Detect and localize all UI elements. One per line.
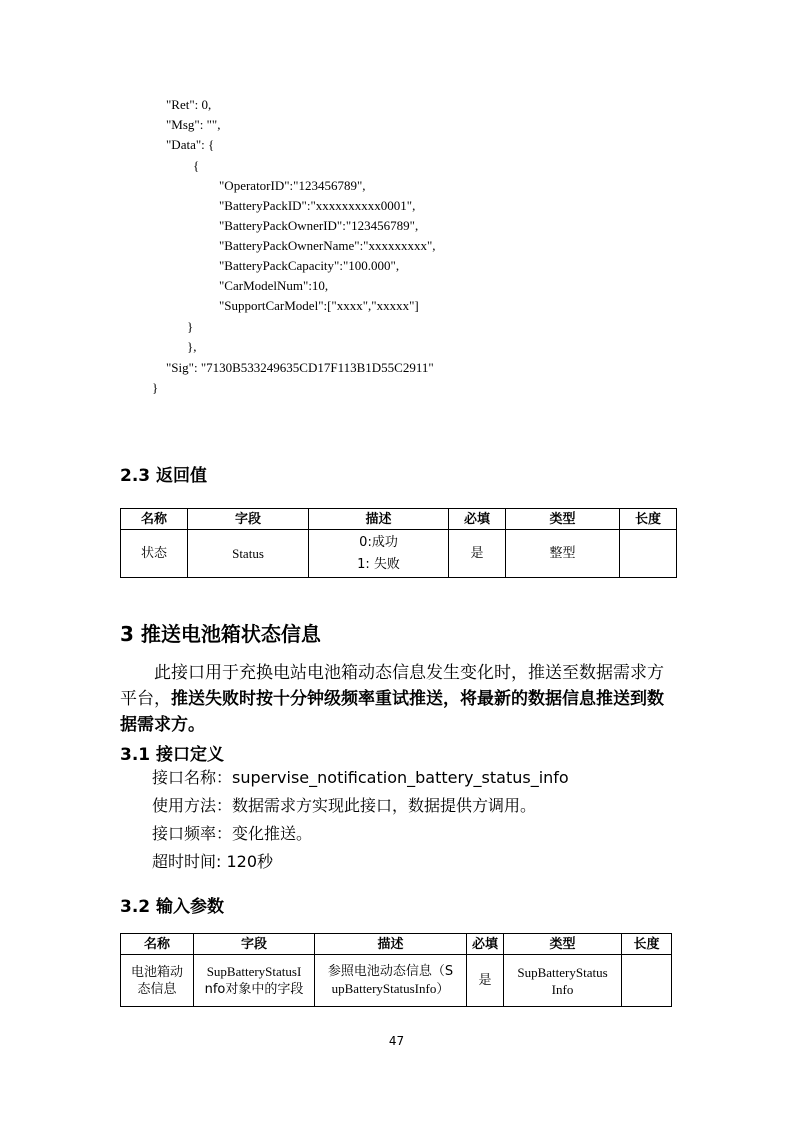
desc-line: upBatteryStatusInfo） <box>331 981 450 996</box>
field-line: nfo对象中的字段 <box>204 982 304 997</box>
code-line: "Ret": 0, <box>166 97 212 112</box>
name-line: 电池箱动 <box>130 964 183 980</box>
code-line: "BatteryPackCapacity":"100.000", <box>219 258 400 273</box>
field-line: SupBatteryStatusI <box>206 964 302 979</box>
cell-required: 是 <box>449 530 506 578</box>
code-line: } <box>187 319 194 334</box>
cell-name: 状态 <box>121 530 188 578</box>
type-line: Info <box>551 981 574 997</box>
timeout-line: 超时时间: 120秒 <box>152 852 274 871</box>
section-heading-3-2: 3.2 输入参数 <box>120 897 225 917</box>
code-line: "Msg": "", <box>166 117 221 132</box>
section-3-paragraph <box>120 660 675 738</box>
cell-length <box>620 530 677 578</box>
paragraph-bold-text: 推送失败时按十分钟级频率重试推送，将最新的数据信息推送到数据需求方。 <box>120 689 664 735</box>
col-header-desc: 描述 <box>309 509 449 530</box>
col-header-name: 名称 <box>121 934 194 955</box>
code-line: } <box>152 380 159 395</box>
col-header-type: 类型 <box>506 509 620 530</box>
section-heading-3-1: 3.1 接口定义 <box>120 745 225 765</box>
usage-line: 使用方法：数据需求方实现此接口，数据提供方调用。 <box>152 796 537 815</box>
frequency-line: 接口频率：变化推送。 <box>152 824 313 843</box>
code-line: }, <box>187 339 197 354</box>
code-line: "BatteryPackOwnerName":"xxxxxxxxx", <box>219 238 436 253</box>
paragraph-text: 此接口用于充换电站电池箱动态信息发生变化时，推送至数据需求方平台， <box>120 663 664 709</box>
code-line: "Sig": "7130B533249635CD17F113B1D55C2911" <box>166 360 434 375</box>
code-line: "OperatorID":"123456789", <box>219 178 366 193</box>
cell-field: Status <box>188 530 309 578</box>
col-header-field: 字段 <box>194 934 315 955</box>
desc-line: 参照电池动态信息（S <box>327 964 454 979</box>
table-row <box>121 530 677 578</box>
code-line: "BatteryPackID":"xxxxxxxxxx0001", <box>219 198 416 213</box>
input-params-table <box>120 933 672 1007</box>
cell-length <box>622 955 672 1007</box>
code-line: "CarModelNum":10, <box>219 278 329 293</box>
table-row <box>121 955 672 1007</box>
col-header-required: 必填 <box>449 509 506 530</box>
cell-required: 是 <box>467 955 504 1007</box>
cell-desc <box>315 955 467 1007</box>
page-number: 47 <box>388 1034 405 1048</box>
col-header-required: 必填 <box>467 934 504 955</box>
name-line: 态信息 <box>137 981 177 997</box>
cell-type <box>504 955 622 1007</box>
code-line: "Data": { <box>166 137 215 152</box>
col-header-length: 长度 <box>620 509 677 530</box>
col-header-desc: 描述 <box>315 934 467 955</box>
section-heading-2-3: 2.3 返回值 <box>120 466 208 486</box>
col-header-field: 字段 <box>188 509 309 530</box>
table-header-row <box>121 934 672 955</box>
col-header-type: 类型 <box>504 934 622 955</box>
cell-field <box>194 955 315 1007</box>
section-heading-3: 3 推送电池箱状态信息 <box>120 622 321 646</box>
type-line: SupBatteryStatus <box>517 964 608 980</box>
col-header-name: 名称 <box>121 509 188 530</box>
col-header-length: 长度 <box>622 934 672 955</box>
table-header-row <box>121 509 677 530</box>
cell-desc <box>309 530 449 578</box>
desc-line: 0:成功 <box>359 534 398 550</box>
cell-type: 整型 <box>506 530 620 578</box>
code-line: { <box>193 158 200 173</box>
code-line: "SupportCarModel":["xxxx","xxxxx"] <box>219 298 419 313</box>
desc-line: 1: 失败 <box>357 556 400 572</box>
code-line: "BatteryPackOwnerID":"123456789", <box>219 218 419 233</box>
cell-name <box>121 955 194 1007</box>
interface-name-line: 接口名称：supervise_notification_battery_status_info <box>152 768 569 787</box>
return-value-table <box>120 508 677 578</box>
